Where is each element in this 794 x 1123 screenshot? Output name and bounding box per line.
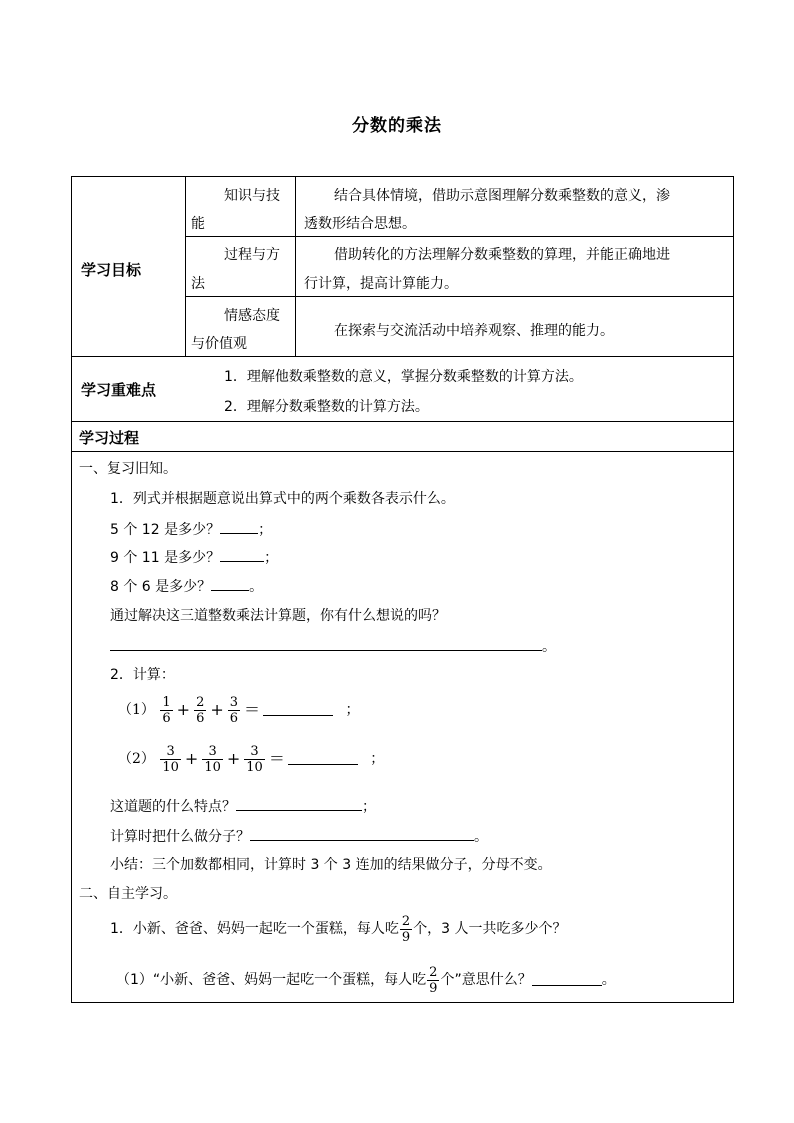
objective-category: 与价值观 [191,336,247,352]
answer-blank[interactable] [236,796,362,811]
divider [185,296,733,297]
process-header: 学习过程 [79,429,140,447]
objective-category: 知识与技 [224,188,280,204]
objectives-header: 学习目标 [81,261,142,279]
section-title: 一、复习旧知。 [79,461,177,477]
divider [185,236,733,237]
answer-blank[interactable] [211,576,249,591]
summary-text: 小结：三个加数都相同，计算时 3 个 3 连加的结果做分子，分母不变。 [110,857,552,873]
question-text: 通过解决这三道整数乘法计算题，你有什么想说的吗？ [110,608,446,624]
fraction: $\frac{2}{9}$ [401,913,411,945]
objective-category: 过程与方 [224,247,280,263]
objective-category: 能 [191,216,205,232]
key-point-item: 2．理解分数乘整数的计算方法。 [224,399,429,415]
objective-description: 在探索与交流活动中培养观察、推理的能力。 [334,323,614,339]
question-line: （1）“小新、爸爸、妈妈一起吃一个蛋糕，每人吃 $\frac{2}{9}$ 个”意思什么？ 。 [116,964,616,996]
question-line: 。 [110,636,556,657]
divider [295,177,296,356]
lesson-plan-table [71,176,734,1003]
answer-blank[interactable] [288,754,358,765]
calc-expression: （2） $\frac{3}{10}$ + $\frac{3}{10}$ + $\frac{3}{10}$ ＝ ； [118,743,385,775]
section-title: 二、自主学习。 [79,886,177,902]
key-points-header: 学习重难点 [81,381,157,399]
objective-description: 行计算，提高计算能力。 [304,276,458,292]
answer-blank[interactable] [250,826,474,841]
divider [72,421,733,422]
key-point-item: 1．理解他数乘整数的意义，掌握分数乘整数的计算方法。 [224,369,583,385]
answer-blank[interactable] [110,636,542,651]
calc-expression: （1） $\frac{1}{6}$ + $\frac{2}{6}$ + $\frac{3}{6}$ ＝ ； [118,694,360,726]
objective-description: 透数形结合思想。 [304,216,416,232]
question-line: 计算时把什么做分子？ 。 [110,826,488,847]
objective-category: 情感态度 [224,308,280,324]
question-line: 9 个 11 是多少？ ； [110,547,278,568]
answer-blank[interactable] [532,975,602,986]
question-text: 1．列式并根据题意说出算式中的两个乘数各表示什么。 [110,491,455,507]
answer-blank[interactable] [220,547,264,562]
fraction: $\frac{3}{6}$ [229,694,239,726]
divider [72,451,733,452]
question-line: 5 个 12 是多少？ ； [110,519,272,540]
question-line: 这道题的什么特点？ ； [110,796,376,817]
answer-blank[interactable] [220,519,258,534]
question-line: 8 个 6 是多少？ 。 [110,576,263,597]
fraction: $\frac{2}{6}$ [196,694,205,726]
fraction: $\frac{2}{9}$ [429,964,438,996]
question-line: 1．小新、爸爸、妈妈一起吃一个蛋糕，每人吃 $\frac{2}{9}$ 个，3 人一共吃多少个？ [110,913,567,945]
objective-description: 借助转化的方法理解分数乘整数的算理，并能正确地进 [334,247,670,263]
fraction: $\frac{3}{10}$ [246,743,263,775]
question-text: 2．计算： [110,667,175,683]
fraction: $\frac{3}{10}$ [162,743,179,775]
objective-category: 法 [191,276,205,292]
objective-description: 结合具体情境，借助示意图理解分数乘整数的意义，渗 [334,188,670,204]
fraction: $\frac{3}{10}$ [204,743,221,775]
page-title: 分数的乘法 [352,116,442,136]
divider [185,177,186,356]
fraction: $\frac{1}{6}$ [162,694,171,726]
divider [72,356,733,357]
answer-blank[interactable] [263,705,333,716]
